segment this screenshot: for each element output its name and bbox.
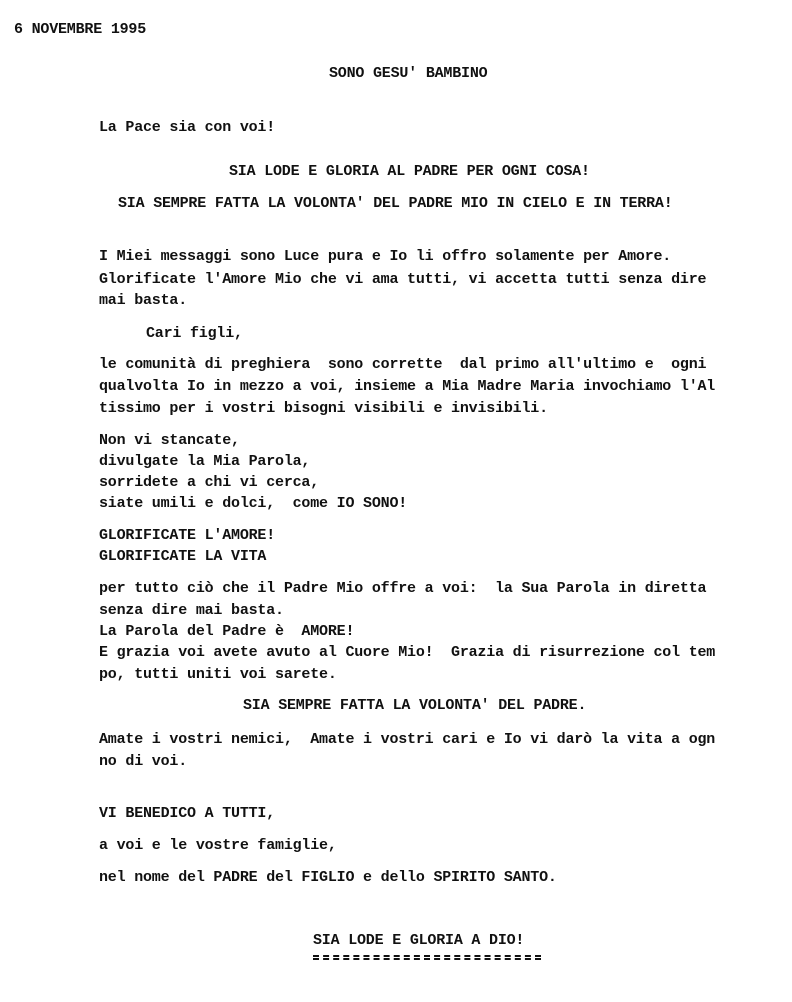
paragraph-line: per tutto ciò che il Padre Mio offre a voi: la Sua Parola in diretta (99, 580, 707, 597)
paragraph-line: le comunità di preghiera sono corrette dal primo all'ultimo e ogni (99, 356, 707, 373)
closing-underline (313, 955, 541, 960)
paragraph-line: La Parola del Padre è AMORE! (99, 623, 355, 640)
exclamation-line: GLORIFICATE LA VITA (99, 548, 267, 565)
blessing-line: VI BENEDICO A TUTTI, (99, 805, 276, 822)
message-date: 6 NOVEMBRE 1995 (14, 21, 147, 38)
paragraph-line: I Miei messaggi sono Luce pura e Io li offro solamente per Amore. (99, 248, 672, 265)
praise-line: SIA SEMPRE FATTA LA VOLONTA' DEL PADRE MIO IN CIELO E IN TERRA! (118, 195, 673, 212)
paragraph-line: E grazia voi avete avuto al Cuore Mio! Grazia di risurrezione col tem (99, 644, 716, 661)
paragraph-line: senza dire mai basta. (99, 602, 284, 619)
praise-line: SIA SEMPRE FATTA LA VOLONTA' DEL PADRE. (243, 697, 587, 714)
paragraph-line: siate umili e dolci, come IO SONO! (99, 495, 408, 512)
salutation: Cari figli, (146, 325, 243, 342)
paragraph-line: tissimo per i vostri bisogni visibili e invisibili. (99, 400, 548, 417)
paragraph-line: no di voi. (99, 753, 188, 770)
paragraph-line: Glorificate l'Amore Mio che vi ama tutti, vi accetta tutti senza dire (99, 271, 707, 288)
paragraph-line: mai basta. (99, 292, 188, 309)
blessing-line: nel nome del PADRE del FIGLIO e dello SPIRITO SANTO. (99, 869, 557, 886)
paragraph-line: divulgate la Mia Parola, (99, 453, 311, 470)
blessing-line: a voi e le vostre famiglie, (99, 837, 337, 854)
paragraph-line: po, tutti uniti voi sarete. (99, 666, 337, 683)
closing-line: SIA LODE E GLORIA A DIO! (313, 932, 525, 949)
message-title: SONO GESU' BAMBINO (329, 65, 488, 82)
greeting: La Pace sia con voi! (99, 119, 276, 136)
praise-line: SIA LODE E GLORIA AL PADRE PER OGNI COSA! (229, 163, 590, 180)
paragraph-line: Amate i vostri nemici, Amate i vostri cari e Io vi darò la vita a ogn (99, 731, 716, 748)
paragraph-line: sorridete a chi vi cerca, (99, 474, 320, 491)
exclamation-line: GLORIFICATE L'AMORE! (99, 527, 276, 544)
paragraph-line: Non vi stancate, (99, 432, 240, 449)
paragraph-line: qualvolta Io in mezzo a voi, insieme a Mia Madre Maria invochiamo l'Al (99, 378, 716, 395)
